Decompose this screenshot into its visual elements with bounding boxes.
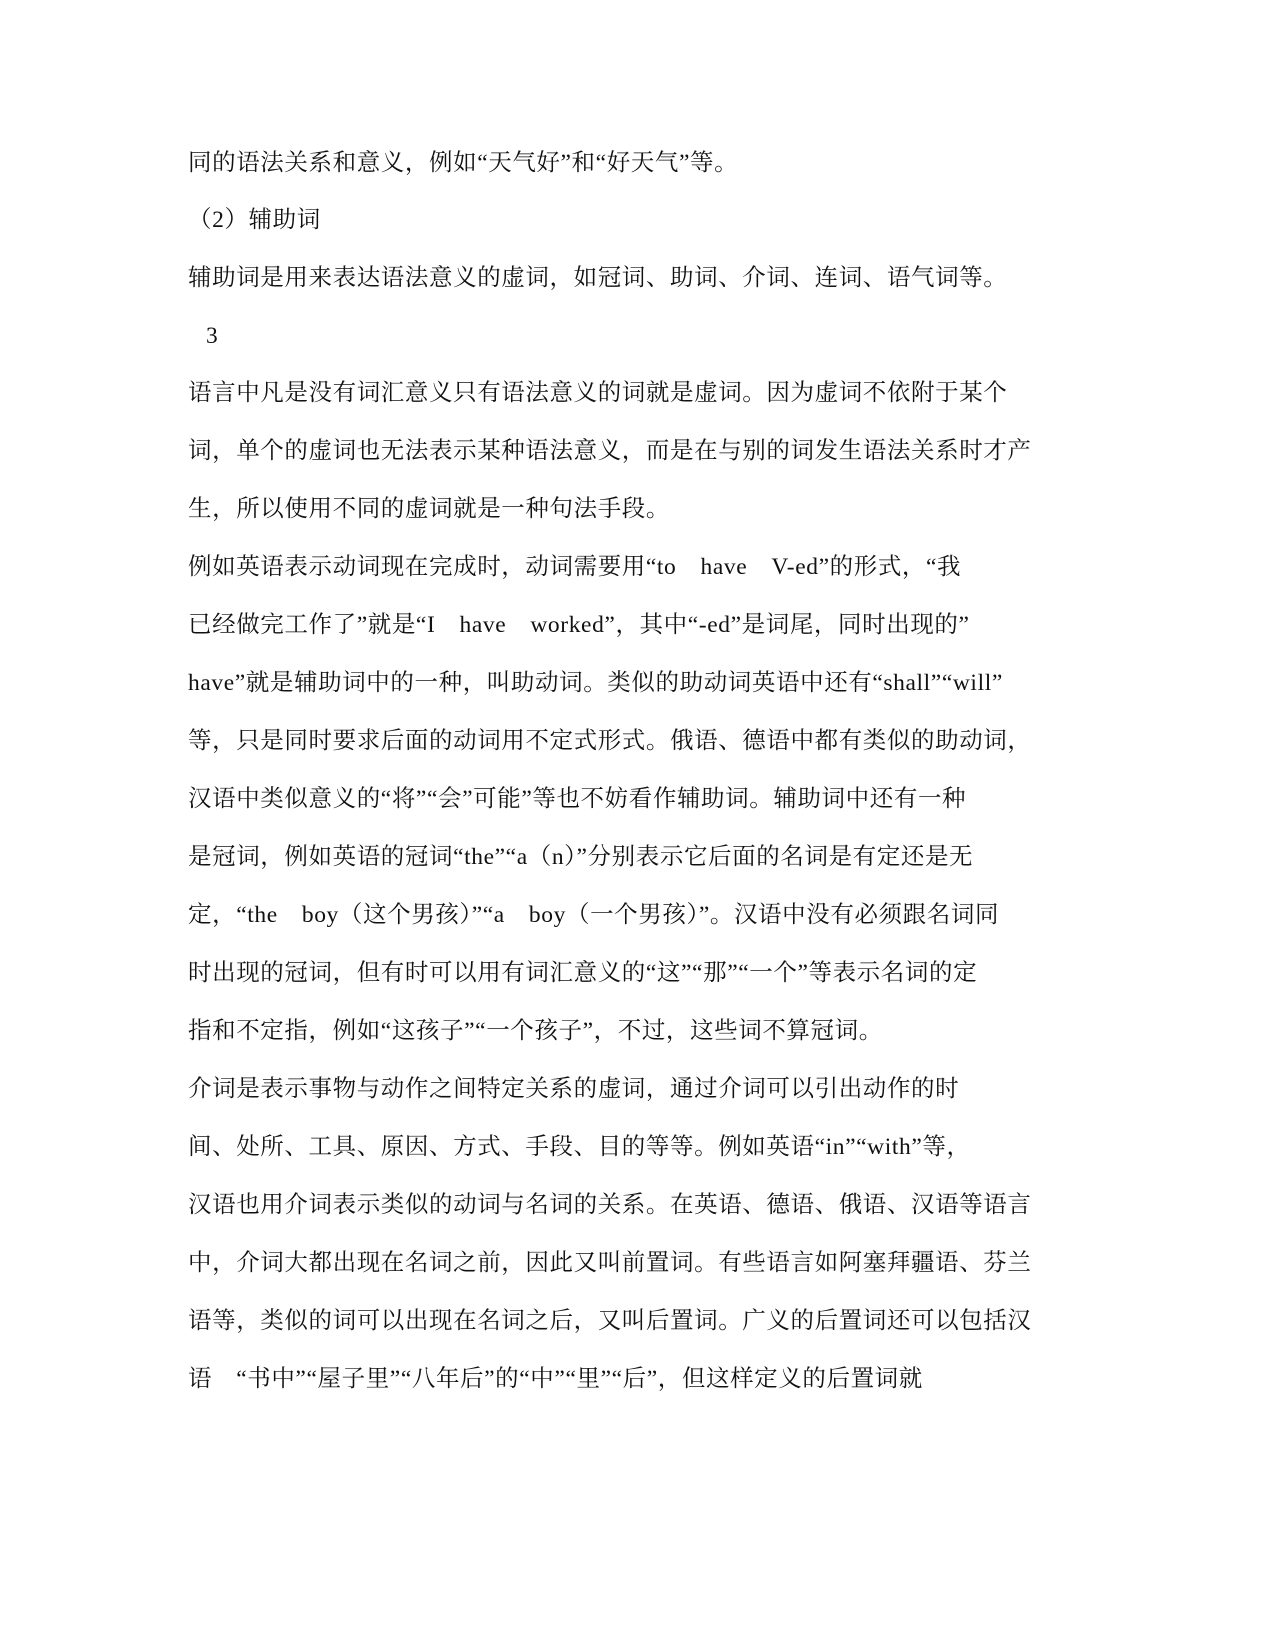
text-line: 定，“the boy（这个男孩）”“a boy（一个男孩）”。汉语中没有必须跟名词同 (188, 902, 1000, 928)
text-line: 等，只是同时要求后面的动词用不定式形式。俄语、德语中都有类似的助动词， (188, 728, 1032, 754)
text-line: 是冠词，例如英语的冠词“the”“a（n）”分别表示它后面的名词是有定还是无 (188, 844, 974, 870)
text-line: 语言中凡是没有词汇意义只有语法意义的词就是虚词。因为虚词不依附于某个 (188, 380, 1008, 406)
text-line: 中，介词大都出现在名词之前，因此又叫前置词。有些语言如阿塞拜疆语、芬兰 (188, 1250, 1032, 1276)
text-line: 汉语中类似意义的“将”“会”可能”等也不妨看作辅助词。辅助词中还有一种 (188, 786, 967, 812)
text-line: 汉语也用介词表示类似的动词与名词的关系。在英语、德语、俄语、汉语等语言 (188, 1192, 1032, 1218)
text-line: have”就是辅助词中的一种，叫助动词。类似的助动词英语中还有“shall”“will” (188, 670, 1003, 696)
footnote-number: 3 (206, 323, 219, 349)
text-line: 辅助词是用来表达语法意义的虚词，如冠词、助词、介词、连词、语气词等。 (188, 265, 1008, 291)
text-line: 例如英语表示动词现在完成时，动词需要用“to have V-ed”的形式，“我 (188, 554, 962, 580)
text-line: 介词是表示事物与动作之间特定关系的虚词，通过介词可以引出动作的时 (188, 1076, 960, 1102)
text-line: 词，单个的虚词也无法表示某种语法意义，而是在与别的词发生语法关系时才产 (188, 438, 1032, 464)
text-line: 已经做完工作了”就是“I have worked”，其中“-ed”是词尾，同时出现的” (188, 612, 970, 638)
text-line: 语 “书中”“屋子里”“八年后”的“中”“里”“后”，但这样定义的后置词就 (188, 1366, 923, 1392)
text-line: 时出现的冠词，但有时可以用有词汇意义的“这”“那”“一个”等表示名词的定 (188, 960, 978, 986)
section-heading: （2）辅助词 (188, 207, 321, 233)
text-line: 同的语法关系和意义，例如“天气好”和“好天气”等。 (188, 150, 739, 176)
text-line: 指和不定指，例如“这孩子”“一个孩子”，不过，这些词不算冠词。 (188, 1018, 883, 1044)
text-line: 间、处所、工具、原因、方式、手段、目的等等。例如英语“in”“with”等， (188, 1134, 971, 1160)
text-line: 生，所以使用不同的虚词就是一种句法手段。 (188, 496, 670, 522)
text-line: 语等，类似的词可以出现在名词之后，又叫后置词。广义的后置词还可以包括汉 (188, 1308, 1032, 1334)
